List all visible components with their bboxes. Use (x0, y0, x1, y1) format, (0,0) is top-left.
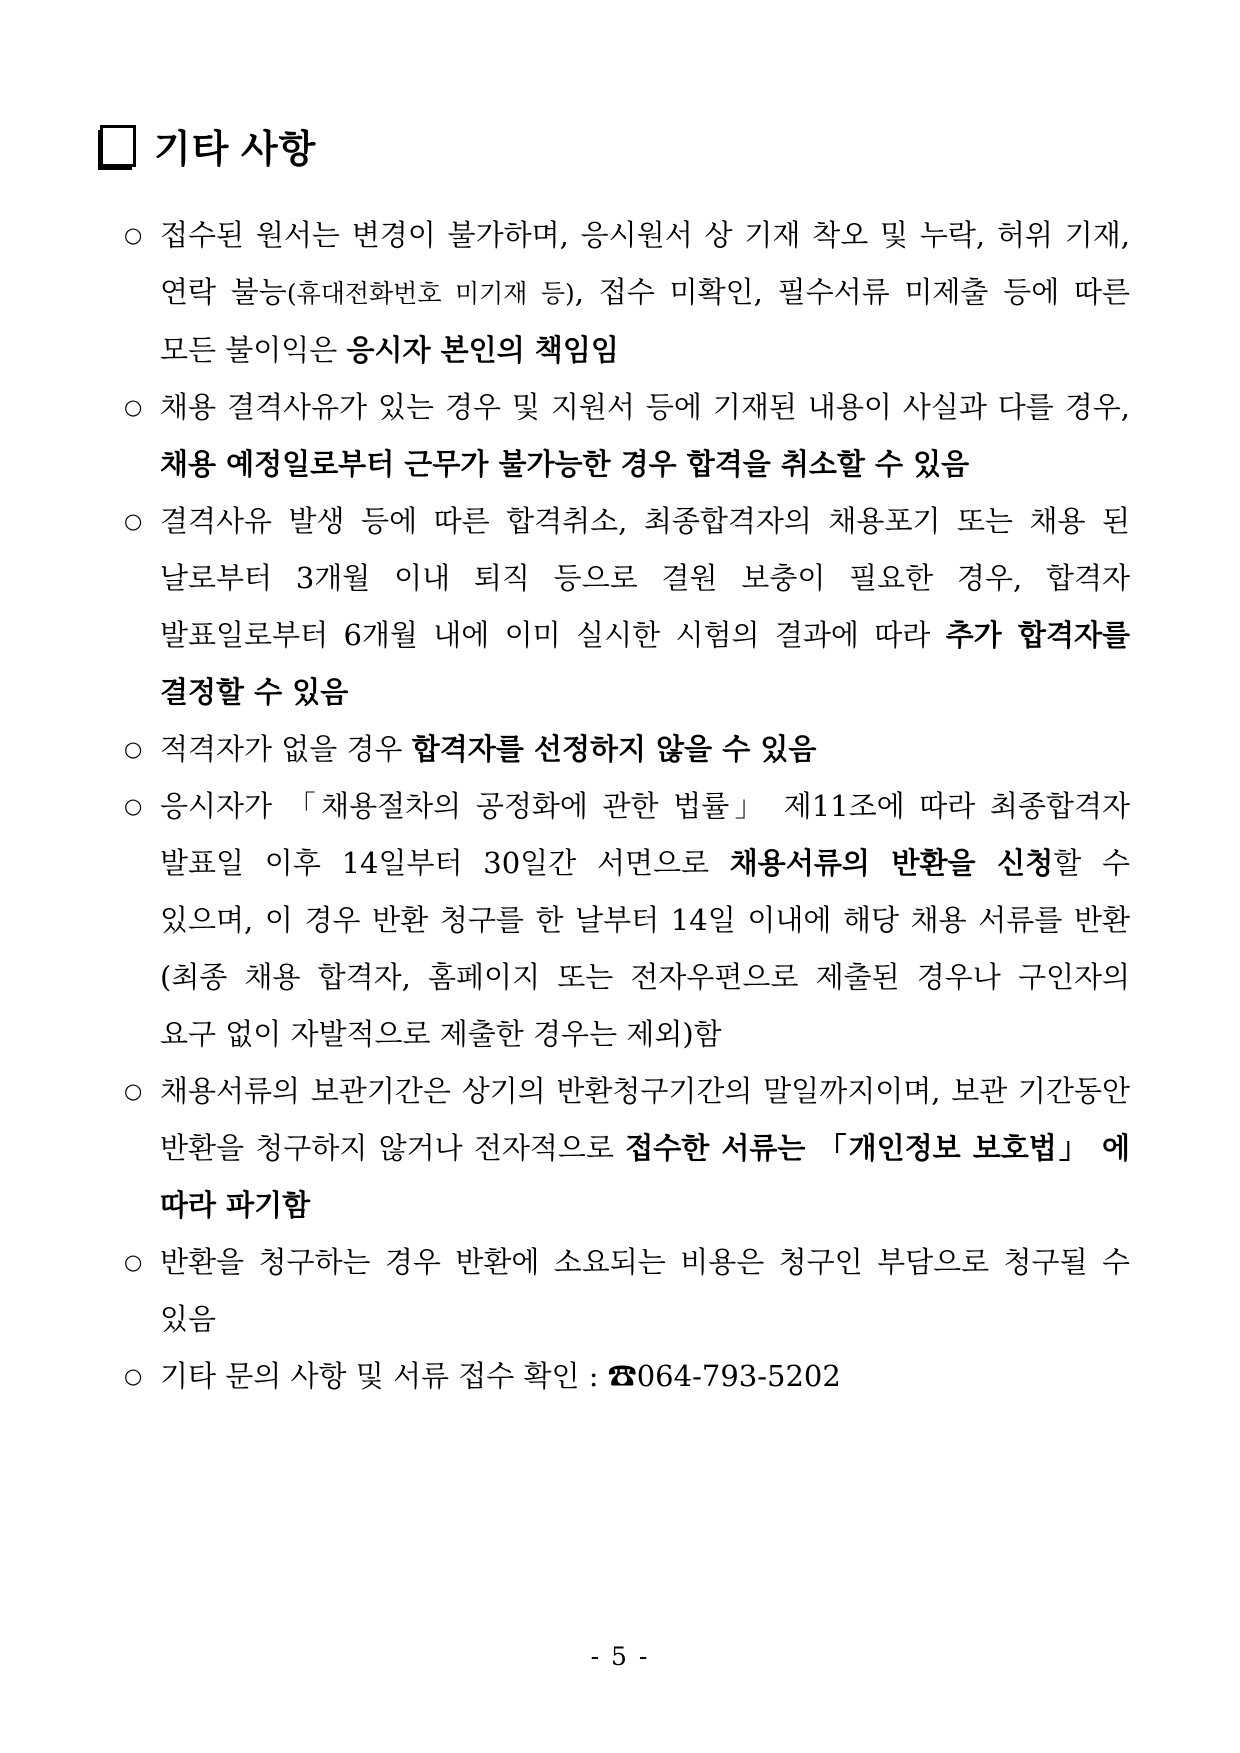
text-segment: 접수된 원서는 변경이 불가하며, 응시원서 상 기재 착오 및 누락, 허위 기재, 연락 불능 (160, 218, 1130, 309)
bullet-text (160, 379, 1130, 493)
bullet-marker-icon: ○ (124, 737, 143, 761)
bullet-marker-icon: ○ (124, 395, 143, 419)
page-number: - 5 - (590, 1642, 650, 1671)
bullet-list (100, 207, 1130, 1405)
text-segment: 기타 문의 사항 및 서류 접수 확인 : (160, 1359, 608, 1393)
text-segment: 결격사유 발생 등에 따른 합격취소, 최종합격자의 채용포기 또는 채용 된 날로부터 3개월 이내 퇴직 등으로 결원 보충이 필요한 경우, 합격자 발표일로부터 6개월 내에 이미 실시한 시험의 결과에 따라 (160, 504, 1130, 652)
bullet-marker-icon: ○ (124, 509, 143, 533)
text-segment: 채용서류의 반환을 신청 (729, 846, 1054, 880)
text-segment: 채용 결격사유가 있는 경우 및 지원서 등에 기재된 내용이 사실과 다를 경우, (160, 390, 1130, 424)
text-segment: 응시자가 「채용절차의 공정화에 관한 법률」 제11조에 따라 최종합격자 발표일 이후 14일부터 30일간 서면으로 (160, 789, 1130, 880)
bullet-item (100, 1234, 1130, 1348)
bullet-marker-icon: ○ (124, 1079, 143, 1103)
text-segment: (휴대전화번호 미기재 등) (286, 279, 575, 308)
bullet-item (100, 493, 1130, 721)
bullet-item (100, 1063, 1130, 1234)
text-segment: 응시자 본인의 책임임 (346, 333, 619, 367)
text-segment: 합격자를 선정하지 않을 수 있음 (411, 732, 817, 766)
bullet-item (100, 379, 1130, 493)
bullet-marker-icon: ○ (124, 1364, 143, 1388)
text-segment: 추가 합격자를 결정할 수 있음 (160, 618, 1130, 709)
bullet-text (160, 1063, 1130, 1234)
bullet-text (160, 207, 1130, 379)
bullet-text (160, 721, 1130, 778)
text-segment: 064-793-5202 (636, 1359, 841, 1393)
section-heading-title: 기타 사항 (154, 129, 317, 171)
section-heading (100, 118, 1130, 173)
bullet-item (100, 778, 1130, 1063)
text-segment: 적격자가 없을 경우 (160, 732, 412, 766)
bullet-marker-icon: ○ (124, 794, 143, 818)
bullet-text (160, 778, 1130, 1063)
text-segment: 채용서류의 보관기간은 상기의 반환청구기간의 말일까지이며, 보관 기간동안 반환을 청구하지 않거나 전자적으로 (160, 1074, 1130, 1165)
text-segment: 채용 예정일로부터 근무가 불가능한 경우 합격을 취소할 수 있음 (160, 447, 970, 481)
text-segment: 반환을 청구하는 경우 반환에 소요되는 비용은 청구인 부담으로 청구될 수 있음 (160, 1245, 1130, 1336)
shadowed-square-icon (100, 125, 136, 167)
bullet-item (100, 721, 1130, 778)
text-segment: , 접수 미확인, 필수서류 미제출 등에 따른 모든 불이익은 (160, 275, 1130, 367)
bullet-marker-icon: ○ (124, 1250, 143, 1274)
phone-icon: ☎ (607, 1359, 637, 1393)
text-segment: 할 수 있으며, 이 경우 반환 청구를 한 날부터 14일 이내에 해당 채용 서류를 반환(최종 채용 합격자, 홈페이지 또는 전자우편으로 제출된 경우나 구인자의 요구 없이 자발적으로 제출한 경우는 제외)함 (160, 846, 1131, 1051)
bullet-item (100, 207, 1130, 379)
text-segment: 접수한 서류는 「개인정보 보호법」 에 따라 파기함 (160, 1131, 1130, 1222)
bullet-text (160, 1348, 1130, 1405)
bullet-item (100, 1348, 1130, 1405)
bullet-text (160, 493, 1130, 721)
bullet-marker-icon: ○ (124, 223, 143, 247)
bullet-text (160, 1234, 1130, 1348)
